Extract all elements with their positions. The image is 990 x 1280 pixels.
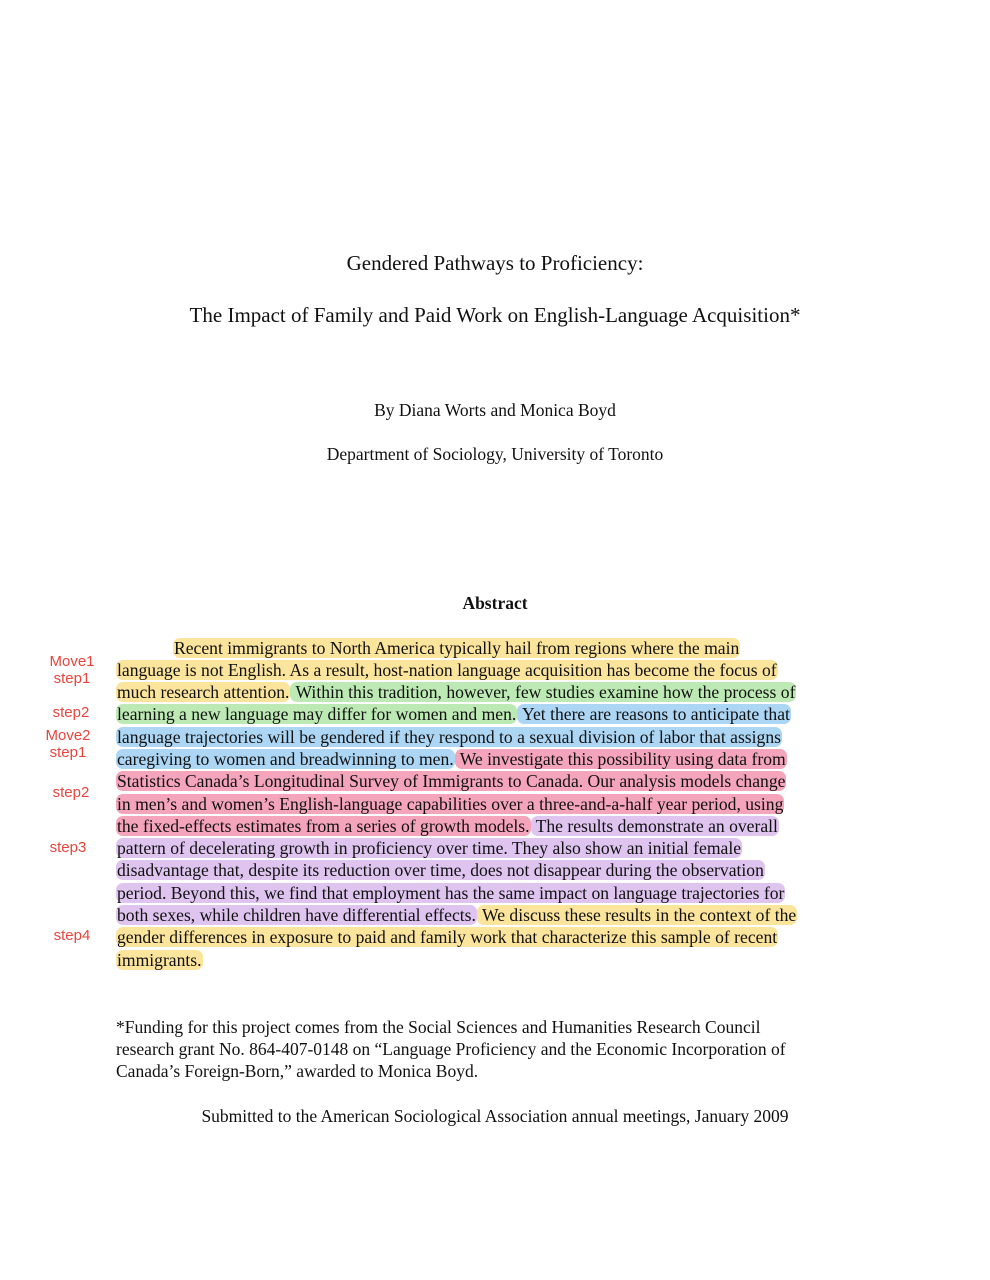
margin-label-text: step4 [53, 927, 91, 944]
author-affiliation: Department of Sociology, University of Toronto [326, 444, 664, 464]
margin-label-text: Move2 [45, 727, 91, 744]
author-byline: By Diana Worts and Monica Boyd [374, 400, 616, 420]
abstract-segment: disadvantage that, despite its reduction over time, does not disappear during the observation [117, 860, 764, 880]
abstract-line [173, 637, 740, 659]
margin-label-text: step1 [53, 670, 91, 687]
margin-label-step4 [37, 927, 107, 944]
abstract-line [116, 815, 779, 837]
abstract-segment: Recent immigrants to North America typically hail from regions where the main [174, 638, 740, 658]
abstract-segment: pattern of decelerating growth in proficiency over time. They also show an initial female [117, 838, 742, 858]
margin-label-text: step3 [49, 839, 87, 856]
abstract-segment: in men’s and women’s English-language capabilities over a three-and-a-half year period, using [117, 794, 784, 814]
abstract-segment: Statistics Canada’s Longitudinal Survey of Immigrants to Canada. Our analysis models change [117, 771, 786, 791]
abstract-segment: learning a new language may differ for women and men. [117, 704, 517, 724]
margin-label-text: step2 [52, 784, 90, 801]
margin-label-move1 [37, 653, 107, 687]
abstract-line [116, 949, 203, 971]
abstract-segment: gender differences in exposure to paid and family work that characterize this sample of recent [117, 927, 778, 947]
abstract-segment: period. Beyond this, we find that employment has the same impact on language trajectories for [117, 883, 785, 903]
abstract-line [116, 882, 785, 904]
submission-note: Submitted to the American Sociological Association annual meetings, January 2009 [201, 1106, 789, 1126]
abstract-heading: Abstract [462, 593, 528, 613]
margin-label-step2 [36, 784, 106, 801]
margin-label-step2 [36, 704, 106, 721]
margin-label-text: step2 [52, 704, 90, 721]
abstract-line [116, 793, 784, 815]
title-line-2: The Impact of Family and Paid Work on English-Language Acquisition* [189, 303, 801, 327]
abstract-segment: The results demonstrate an overall [531, 816, 778, 836]
abstract-segment: We investigate this possibility using data from [455, 749, 786, 769]
margin-label-move2 [33, 727, 103, 761]
abstract-line [116, 770, 786, 792]
abstract-line [116, 859, 765, 881]
abstract-segment: Within this tradition, however, few studies examine how the process of [291, 682, 796, 702]
abstract-line [116, 703, 791, 725]
footnote-line: *Funding for this project comes from the Social Sciences and Humanities Research Council [116, 1017, 761, 1037]
abstract-segment: both sexes, while children have differential effects. [117, 905, 476, 925]
margin-label-step3 [33, 839, 103, 856]
abstract-segment: We discuss these results in the context of the [477, 905, 797, 925]
margin-label-text: step1 [49, 744, 87, 761]
abstract-segment: Yet there are reasons to anticipate that [518, 704, 790, 724]
abstract-line [116, 726, 782, 748]
abstract-line [116, 681, 796, 703]
abstract-line [116, 659, 778, 681]
abstract-segment: language trajectories will be gendered if they respond to a sexual division of labor that assigns [117, 727, 781, 747]
footnote-line: research grant No. 864-407-0148 on “Language Proficiency and the Economic Incorporation of [116, 1039, 786, 1059]
margin-label-text: Move1 [49, 653, 95, 670]
abstract-line [116, 748, 787, 770]
abstract-line [116, 926, 778, 948]
abstract-segment: immigrants. [117, 950, 202, 970]
abstract-segment: the fixed-effects estimates from a series of growth models. [117, 816, 530, 836]
footnote-line: Canada’s Foreign-Born,” awarded to Monica Boyd. [116, 1061, 479, 1081]
abstract-line [116, 837, 742, 859]
title-line-1: Gendered Pathways to Proficiency: [346, 251, 644, 275]
abstract-line [116, 904, 797, 926]
abstract-segment: language is not English. As a result, host-nation language acquisition has become the focus of [117, 660, 777, 680]
abstract-segment: much research attention. [117, 682, 290, 702]
abstract-segment: caregiving to women and breadwinning to men. [117, 749, 454, 769]
